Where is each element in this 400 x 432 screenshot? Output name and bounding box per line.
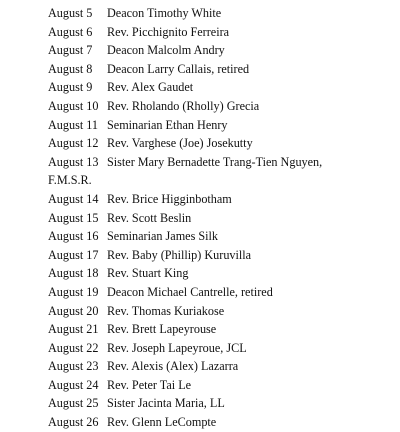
entry-name: Rev. Baby (Phillip) Kuruvilla — [107, 247, 252, 262]
entry-date: August 5 — [48, 6, 93, 20]
entry-name: Rev. Alexis (Alex) Lazarra — [107, 359, 239, 374]
schedule-entry — [48, 264, 400, 283]
entry-date: August 6 — [48, 24, 93, 39]
schedule-entry — [48, 357, 400, 376]
schedule-entry — [48, 78, 400, 97]
entry-name: Rev. Stuart King — [107, 266, 189, 281]
entry-name: Seminarian Ethan Henry — [107, 117, 228, 132]
entry-date: August 14 — [48, 191, 99, 206]
prayer-schedule-list — [48, 4, 400, 432]
entry-date: August 12 — [48, 136, 99, 151]
schedule-entry — [48, 209, 400, 228]
entry-name-continuation: F.M.S.R. — [48, 173, 92, 188]
entry-date: August 22 — [48, 340, 99, 355]
schedule-entry — [48, 4, 400, 23]
entry-name: Rev. Joseph Lapeyroue, JCL — [107, 340, 247, 355]
schedule-entry — [48, 116, 400, 135]
entry-date: August 13 — [48, 154, 99, 169]
entry-name: Rev. Brice Higginbotham — [107, 191, 232, 206]
schedule-entry — [48, 320, 400, 339]
entry-date: August 10 — [48, 98, 99, 113]
entry-date: August 15 — [48, 210, 99, 225]
entry-name: Seminarian James Silk — [107, 229, 219, 244]
schedule-entry — [48, 23, 400, 42]
schedule-entry — [48, 227, 400, 246]
entry-date: August 25 — [48, 396, 99, 411]
entry-name: Rev. Thomas Kuriakose — [107, 303, 225, 318]
entry-date: August 26 — [48, 415, 99, 430]
schedule-entry — [48, 394, 400, 413]
entry-date: August 8 — [48, 61, 93, 76]
schedule-entry — [48, 153, 400, 190]
entry-name: Rev. Brett Lapeyrouse — [107, 322, 217, 337]
entry-date: August 17 — [48, 247, 99, 262]
entry-date: August 7 — [48, 43, 93, 58]
schedule-entry — [48, 376, 400, 395]
entry-name: Sister Jacinta Maria, LL — [107, 396, 225, 411]
entry-name: Deacon Larry Callais, retired — [107, 61, 250, 76]
schedule-entry — [48, 190, 400, 209]
entry-date: August 11 — [48, 117, 98, 132]
schedule-entry — [48, 339, 400, 358]
schedule-entry — [48, 246, 400, 265]
entry-name: Rev. Picchignito Ferreira — [107, 24, 230, 39]
entry-name: Rev. Varghese (Joe) Josekutty — [107, 136, 253, 151]
entry-name: Rev. Alex Gaudet — [107, 80, 194, 95]
entry-date: August 23 — [48, 359, 99, 374]
schedule-entry — [48, 134, 400, 153]
entry-date: August 19 — [48, 284, 99, 299]
schedule-entry — [48, 302, 400, 321]
entry-date: August 18 — [48, 266, 99, 281]
entry-name: Rev. Rholando (Rholly) Grecia — [107, 98, 260, 113]
entry-name: Rev. Scott Beslin — [107, 210, 192, 225]
schedule-entry — [48, 413, 400, 432]
entry-name: Deacon Michael Cantrelle, retired — [107, 284, 273, 299]
entry-name: Sister Mary Bernadette Trang-Tien Nguyen, — [107, 154, 323, 169]
entry-date: August 20 — [48, 303, 99, 318]
entry-name: Rev. Glenn LeCompte — [107, 415, 217, 430]
schedule-entry — [48, 60, 400, 79]
entry-name: Rev. Peter Tai Le — [107, 377, 192, 392]
entry-name: Deacon Timothy White — [107, 6, 222, 20]
entry-name: Deacon Malcolm Andry — [107, 43, 225, 58]
entry-date: August 21 — [48, 322, 99, 337]
schedule-entry — [48, 97, 400, 116]
entry-date: August 24 — [48, 377, 99, 392]
schedule-entry — [48, 283, 400, 302]
entry-date: August 16 — [48, 229, 99, 244]
entry-date: August 9 — [48, 80, 93, 95]
schedule-entry — [48, 41, 400, 60]
